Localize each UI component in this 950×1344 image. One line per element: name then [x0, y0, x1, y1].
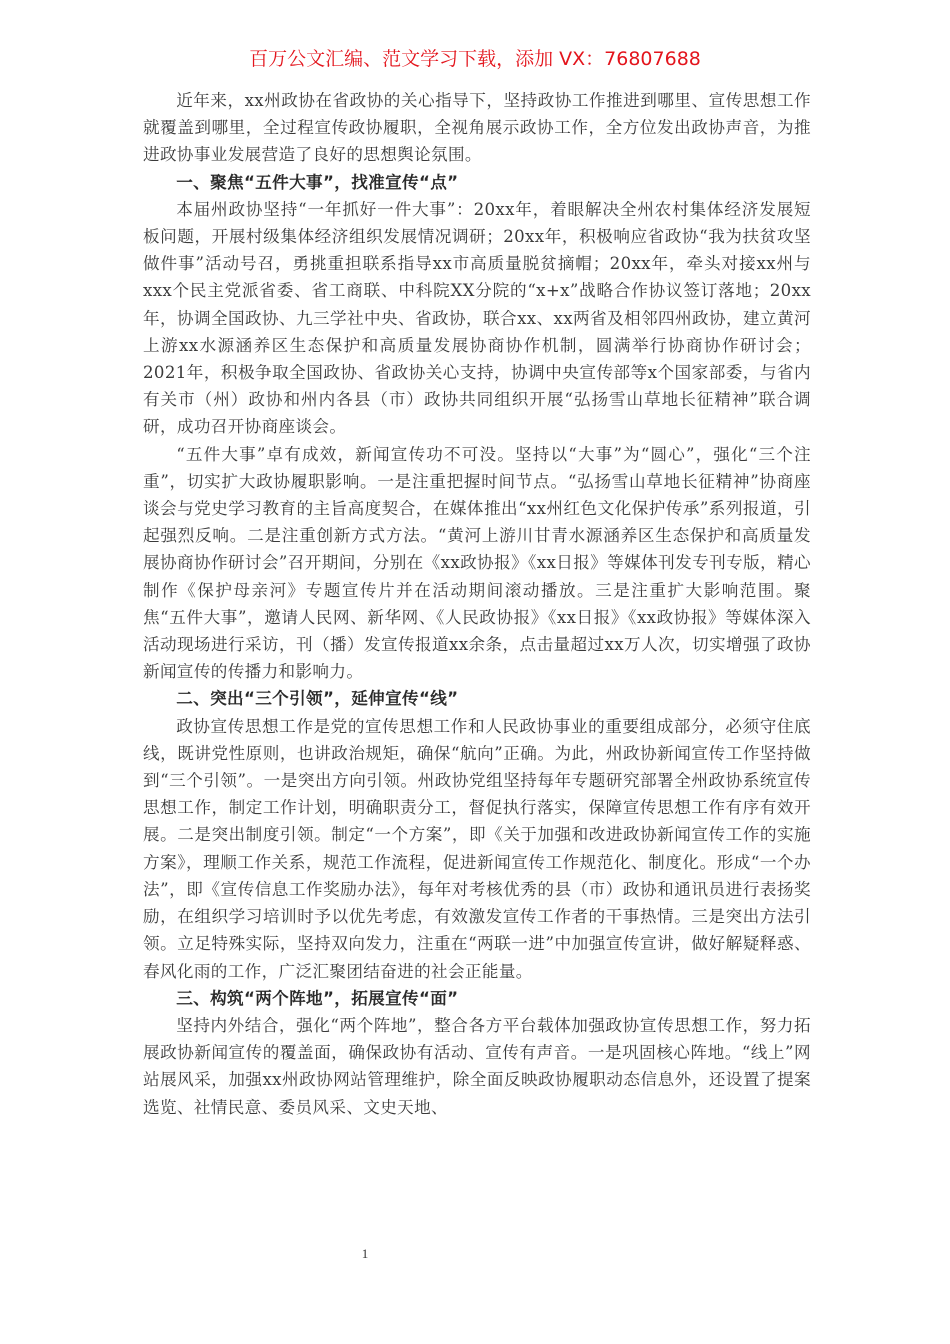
intro-paragraph: 近年来，xx州政协在省政协的关心指导下，坚持政协工作推进到哪里、宣传思想工作就覆盖到哪里，全过程宣传政协履职，全视角展示政协工作，全方位发出政协声音，为推进政协事业发展营造了良好的思想舆论氛围。	[143, 91, 811, 165]
section-1-paragraph-1: 本届州政协坚持“一年抓好一件大事”：20xx年，着眼解决全州农村集体经济发展短板问题，开展村级集体经济组织发展情况调研；20xx年，积极响应省政协“我为扶贫攻坚做件事”活动号召，勇挑重担联系指导xx市高质量脱贫摘帽；20xx年，牵头对接xx州与xxx个民主党派省委、省工商联、中科院XX分院的“x+x”战略合作协议签订落地；20xx年，协调全国政协、九三学社中央、省政协，联合xx、xx两省及相邻四州政协，建立黄河上游xx水源涵养区生态保护和高质量发展协商协作机制，圆满举行协商协作研讨会；2021年，积极争取全国政协、省政协关心支持，协调中央宣传部等x个国家部委，与省内有关市（州）政协和州内各县（市）政协共同组织开展“弘扬雪山草地长征精神”联合调研，成功召开协商座谈会。	[143, 199, 811, 437]
document-body	[143, 87, 811, 1121]
page-number: 1	[361, 1246, 369, 1261]
section-2-paragraph-1: 政协宣传思想工作是党的宣传思想工作和人民政协事业的重要组成部分，必须守住底线，既讲党性原则，也讲政治规矩，确保“航向”正确。为此，州政协新闻宣传工作坚持做到“三个引领”。一是突出方向引领。州政协党组坚持每年专题研究部署全州政协系统宣传思想工作，制定工作计划，明确职责分工，督促执行落实，保障宣传思想工作有序有效开展。二是突出制度引领。制定“一个方案”，即《关于加强和改进政协新闻宣传工作的实施方案》，理顺工作关系，规范工作流程，促进新闻宣传工作规范化、制度化。形成“一个办法”，即《宣传信息工作奖励办法》，每年对考核优秀的县（市）政协和通讯员进行表扬奖励，在组织学习培训时予以优先考虑，有效激发宣传工作者的干事热情。三是突出方法引领。立足特殊实际，坚持双向发力，注重在“两联一进”中加强宣传宣讲，做好解疑释惑、春风化雨的工作，广泛汇聚团结奋进的社会正能量。	[143, 716, 811, 981]
section-heading-3: 三、构筑“两个阵地”，拓展宣传“面”	[176, 988, 459, 1008]
section-heading-1: 一、聚焦“五件大事”，找准宣传“点”	[176, 172, 459, 192]
section-1-paragraph-2: “五件大事”卓有成效，新闻宣传功不可没。坚持以“大事”为“圆心”，强化“三个注重”，切实扩大政协履职影响。一是注重把握时间节点。“弘扬雪山草地长征精神”协商座谈会与党史学习教育的主旨高度契合，在媒体推出“xx州红色文化保护传承”系列报道，引起强烈反响。二是注重创新方式方法。“黄河上游川甘青水源涵养区生态保护和高质量发展协商协作研讨会”召开期间，分别在《xx政协报》《xx日报》等媒体刊发专刊专版，精心制作《保护母亲河》专题宣传片并在活动期间滚动播放。三是注重扩大影响范围。聚焦“五件大事”，邀请人民网、新华网、《人民政协报》《xx日报》《xx政协报》等媒体深入活动现场进行采访，刊（播）发宣传报道xx余条，点击量超过xx万人次，切实增强了政协新闻宣传的传播力和影响力。	[143, 444, 811, 682]
section-heading-2: 二、突出“三个引领”，延伸宣传“线”	[176, 689, 459, 709]
watermark-header: 百万公文汇编、范文学习下载，添加 VX：76807688	[249, 48, 701, 70]
section-3-paragraph-1: 坚持内外结合，强化“两个阵地”，整合各方平台载体加强政协宣传思想工作，努力拓展政协新闻宣传的覆盖面，确保政协有活动、宣传有声音。一是巩固核心阵地。“线上”网站展风采，加强xx州政协网站管理维护，除全面反映政协履职动态信息外，还设置了提案选览、社情民意、委员风采、文史天地、	[143, 1015, 811, 1117]
